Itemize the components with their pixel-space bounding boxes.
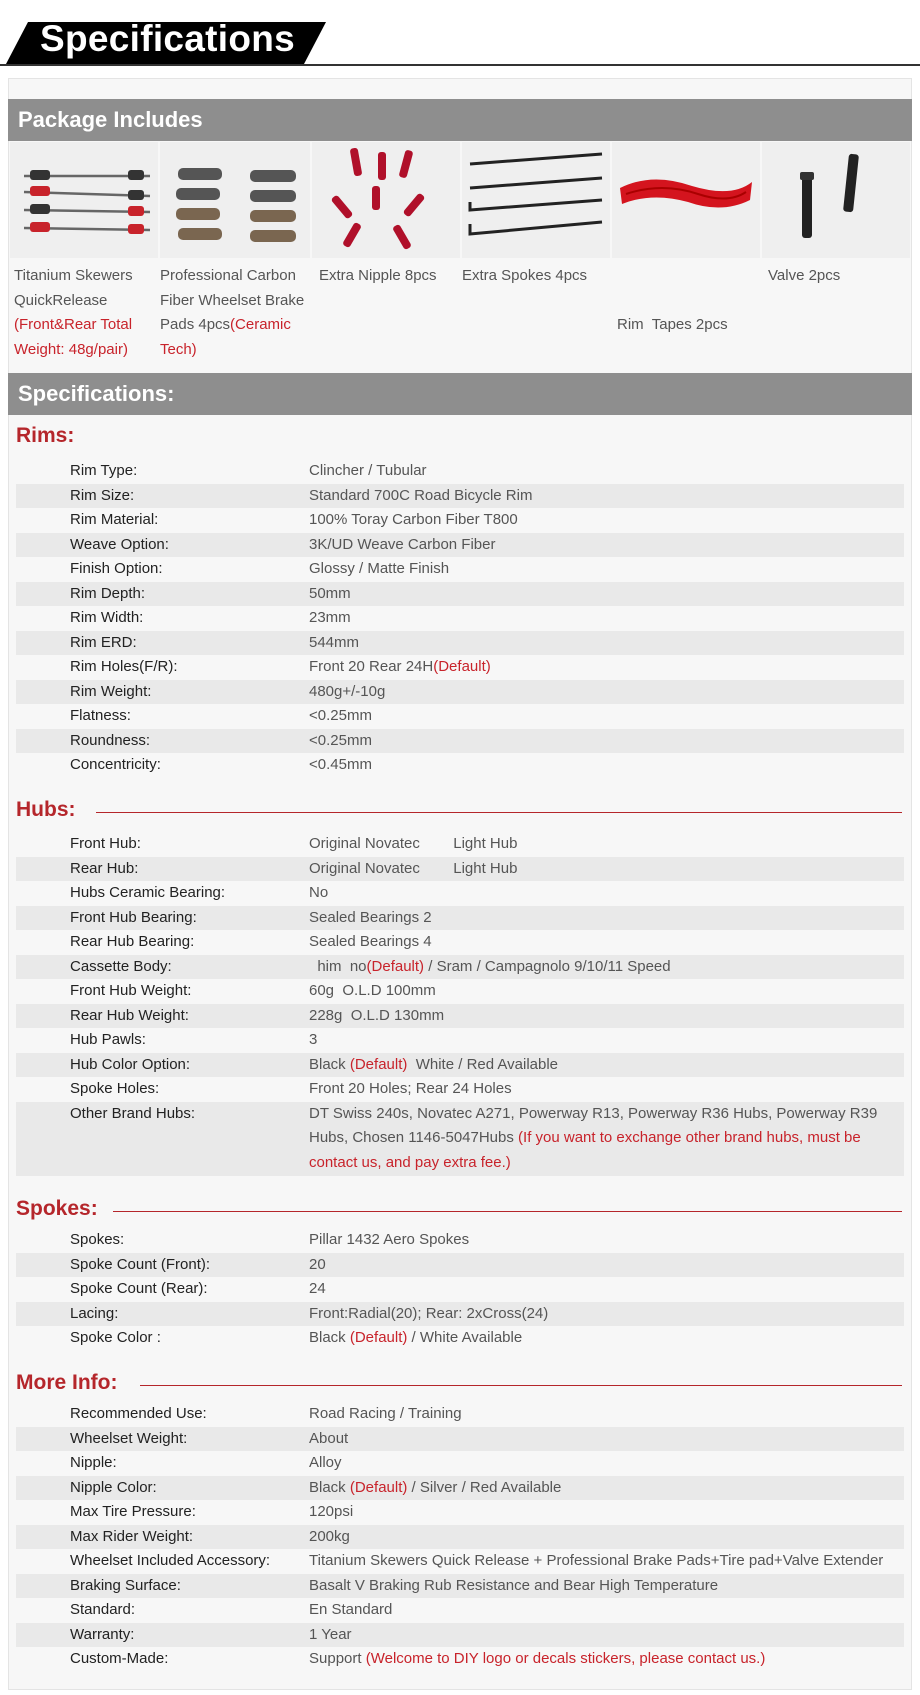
brake-pads-icon [160, 142, 310, 258]
spec-row [16, 533, 904, 558]
spec-value-text: Front:Radial(20); Rear: 2xCross(24) [309, 1304, 549, 1322]
spec-value-note: (Default) [433, 658, 491, 675]
spec-value [309, 1549, 883, 1574]
spec-value-text: Black [309, 1329, 350, 1346]
spec-label: Cassette Body: [70, 957, 172, 975]
spec-value-text: 100% Toray Carbon Fiber T800 [309, 511, 518, 528]
spec-row [16, 484, 904, 509]
spec-value-note: (If you want to exchange other brand hubs, must be contact us, and pay extra fee.) [309, 1129, 861, 1171]
spec-value-text: / Sram / Campagnolo 9/10/11 Speed [424, 957, 671, 975]
spec-value-text: Road Racing / Training [309, 1405, 462, 1422]
spec-value [309, 979, 436, 1004]
spec-row [16, 655, 904, 680]
spec-value-text: 544mm [309, 633, 360, 651]
spec-value-text: Pillar 1432 Aero Spokes [309, 1231, 470, 1248]
spec-label: Front Hub Bearing: [70, 908, 197, 926]
spec-label: Rim Material: [70, 511, 159, 528]
spec-value-text: / White Available [407, 1329, 523, 1346]
package-includes-bar: Package Includes [8, 99, 912, 141]
spec-value-text: 50mm [309, 584, 351, 602]
section-title-more: More Info: [16, 1371, 118, 1394]
rim-tape-icon [612, 142, 760, 258]
spec-value-text: Basalt V Braking Rub Resistance and Bear High Temperature [309, 1576, 719, 1594]
spec-row [16, 1402, 904, 1427]
spec-value [309, 655, 491, 680]
package-item-label: Titanium Skewers [14, 267, 133, 284]
spec-value [309, 508, 518, 533]
spec-row [16, 1077, 904, 1102]
spec-row [16, 955, 904, 980]
spec-row [16, 459, 904, 484]
package-item-text [462, 264, 602, 289]
spec-value-text: 3 [309, 1031, 318, 1048]
spec-label: Max Rider Weight: [70, 1527, 194, 1545]
package-item-label: Professional Carbon [160, 267, 296, 284]
package-item-text [768, 264, 908, 289]
spec-value [309, 1302, 548, 1327]
spec-row [16, 1302, 904, 1327]
spec-value [309, 1427, 348, 1452]
spec-value-note: (Default) [349, 1478, 408, 1496]
spec-value [309, 930, 432, 955]
section-divider [96, 812, 902, 813]
spec-label: Braking Surface: [70, 1576, 181, 1594]
spec-value [309, 1574, 718, 1599]
spec-row [16, 582, 904, 607]
spec-row [16, 930, 904, 955]
spec-value-text: Original Novatec Light Hub [309, 835, 518, 852]
spec-value-text: 1 Year [309, 1625, 352, 1643]
spec-row [16, 857, 904, 882]
spec-label: Spoke Count (Rear): [70, 1280, 208, 1297]
spec-label: Rim Holes(F/R): [70, 658, 178, 675]
spec-label: Rear Hub: [70, 859, 139, 877]
spec-value [309, 1326, 522, 1351]
spec-label: Hub Color Option: [70, 1055, 191, 1073]
spec-label: Max Tire Pressure: [70, 1503, 196, 1520]
spec-row [16, 729, 904, 754]
spec-row [16, 1253, 904, 1278]
spec-value [309, 857, 517, 882]
spec-row [16, 753, 904, 778]
spec-value [309, 1253, 326, 1278]
spec-value-text: 228g O.L.D 130mm [309, 1006, 445, 1024]
spec-value-text: 120psi [309, 1503, 354, 1520]
spec-value-note: (Welcome to DIY logo or decals stickers, please contact us.) [365, 1650, 766, 1667]
package-item-label: Rim Tapes 2pcs [617, 316, 728, 333]
spec-label: Front Hub Weight: [70, 982, 192, 999]
spec-value-text: 24 [309, 1280, 326, 1297]
spec-value [309, 484, 532, 509]
spec-value-text: 20 [309, 1255, 326, 1273]
spec-value [309, 680, 385, 705]
spec-row [16, 606, 904, 631]
spec-label: Wheelset Included Accessory: [70, 1552, 271, 1569]
spec-value [309, 753, 372, 778]
spec-value-text: Sealed Bearings 4 [309, 933, 432, 950]
spec-value [309, 582, 351, 607]
spec-value [309, 1004, 444, 1029]
spec-value [309, 533, 495, 558]
spec-value-text: 60g O.L.D 100mm [309, 982, 436, 999]
page-title: Specifications [40, 18, 296, 59]
spec-label: Other Brand Hubs: [70, 1104, 196, 1122]
section-title-hubs: Hubs: [16, 798, 76, 821]
spec-row [16, 1623, 904, 1648]
spec-row [16, 906, 904, 931]
spec-label: Roundness: [70, 731, 151, 749]
spec-value-text: White / Red Available [407, 1055, 559, 1073]
package-images [10, 142, 910, 262]
valve-icon [762, 142, 910, 258]
spec-value-text: Standard 700C Road Bicycle Rim [309, 486, 533, 504]
package-item-label: Extra Nipple 8pcs [319, 267, 437, 284]
spec-value [309, 1598, 392, 1623]
spec-value-text: him no [309, 957, 367, 975]
spec-label: Rim Depth: [70, 584, 146, 602]
spec-label: Spoke Color : [70, 1329, 161, 1346]
spec-value-text: Front 20 Rear 24H [309, 658, 434, 675]
package-item-label: Fiber Wheelset Brake [160, 291, 305, 309]
spec-row [16, 557, 904, 582]
header-divider [0, 64, 920, 66]
spec-label: Rim Width: [70, 609, 144, 626]
spec-value [309, 881, 328, 906]
spec-value [309, 557, 449, 582]
spec-value-text: 480g+/-10g [309, 682, 386, 700]
spec-value [309, 704, 372, 729]
spec-value [309, 1500, 353, 1525]
section-title-rims: Rims: [16, 424, 75, 447]
spec-value [309, 1525, 350, 1550]
spec-row [16, 1525, 904, 1550]
spec-value-note: (Default) [349, 1329, 408, 1346]
spec-value [309, 906, 432, 931]
spec-label: Flatness: [70, 707, 131, 724]
spec-value [309, 1077, 512, 1102]
spec-row [16, 1451, 904, 1476]
spec-value-text: Titanium Skewers Quick Release + Professional Brake Pads+Tire pad+Valve Extender [309, 1552, 884, 1569]
spec-row [16, 1102, 904, 1176]
spec-value [309, 1277, 326, 1302]
spec-row [16, 1228, 904, 1253]
spec-label: Warranty: [70, 1625, 135, 1643]
spec-label: Rim Weight: [70, 682, 152, 700]
spec-label: Wheelset Weight: [70, 1429, 188, 1447]
spec-row [16, 1647, 904, 1672]
spec-row [16, 1500, 904, 1525]
spec-value [309, 459, 427, 484]
spec-value-text: Support [309, 1650, 366, 1667]
spec-row [16, 704, 904, 729]
spec-value [309, 1647, 765, 1672]
package-item-text [14, 264, 154, 362]
spokes-icon [462, 142, 610, 258]
spec-value-text: <0.45mm [309, 756, 372, 773]
specifications-bar: Specifications: [8, 373, 912, 415]
skewers-icon [10, 142, 158, 258]
section-divider [140, 1385, 902, 1386]
spec-value [309, 1402, 462, 1427]
spec-row [16, 508, 904, 533]
spec-value-text: No [309, 884, 329, 901]
package-item-text [160, 264, 312, 362]
spec-value-text: Original Novatec Light Hub [309, 859, 518, 877]
spec-value [309, 606, 351, 631]
spec-row [16, 1574, 904, 1599]
spec-value-note: (Default) [349, 1055, 408, 1073]
spec-row [16, 1476, 904, 1501]
section-title-spokes: Spokes: [16, 1197, 98, 1220]
spec-row [16, 680, 904, 705]
spec-label: Hubs Ceramic Bearing: [70, 884, 226, 901]
package-item-label: Valve 2pcs [768, 267, 841, 284]
spec-value-text: Sealed Bearings 2 [309, 908, 432, 926]
spec-value-text: <0.25mm [309, 731, 372, 749]
spec-label: Spoke Holes: [70, 1080, 160, 1097]
spec-row [16, 1326, 904, 1351]
spec-row [16, 1277, 904, 1302]
spec-value-text: Black [309, 1055, 350, 1073]
spec-row [16, 1028, 904, 1053]
spec-value [309, 1028, 317, 1053]
spec-value-text: 3K/UD Weave Carbon Fiber [309, 535, 496, 553]
spec-row [16, 1549, 904, 1574]
spec-value-text: Black [309, 1478, 350, 1496]
spec-value [309, 1228, 469, 1253]
spec-value [309, 1053, 558, 1078]
spec-label: Nipple Color: [70, 1478, 157, 1496]
spec-value [309, 832, 517, 857]
spec-value-text: 200kg [309, 1527, 350, 1545]
spec-row [16, 832, 904, 857]
spec-value-text: 23mm [309, 609, 351, 626]
nipple-icon [312, 142, 460, 258]
spec-value-text: Alloy [309, 1454, 342, 1471]
page-header [0, 0, 920, 68]
package-item-label: Extra Spokes 4pcs [462, 267, 588, 284]
spec-row [16, 1053, 904, 1078]
spec-value-text: DT Swiss 240s, Novatec A271, Powerway R13, Powerway R36 Hubs, Powerway R39 Hubs, Chosen 1146-5047Hubs [309, 1104, 878, 1146]
spec-value [309, 955, 671, 980]
spec-value [309, 1623, 352, 1648]
spec-row [16, 1598, 904, 1623]
spec-value [309, 1451, 342, 1476]
spec-row [16, 1004, 904, 1029]
package-item-label: Pads 4pcs [160, 316, 231, 333]
spec-value-note: (Default) [366, 957, 425, 975]
spec-label: Rear Hub Bearing: [70, 933, 195, 950]
spec-row [16, 979, 904, 1004]
spec-label: Rim Type: [70, 462, 138, 479]
spec-value [309, 631, 359, 656]
spec-value [309, 1476, 561, 1501]
spec-value-text: Glossy / Matte Finish [309, 560, 450, 577]
spec-value-text: <0.25mm [309, 707, 372, 724]
spec-row [16, 631, 904, 656]
spec-label: Front Hub: [70, 835, 141, 852]
spec-label: Standard: [70, 1601, 136, 1618]
spec-label: Lacing: [70, 1304, 119, 1322]
spec-label: Finish Option: [70, 560, 163, 577]
spec-label: Rim Size: [70, 486, 135, 504]
section-divider [113, 1211, 902, 1212]
spec-value-text: Front 20 Holes; Rear 24 Holes [309, 1080, 512, 1097]
spec-row [16, 881, 904, 906]
package-item-label: QuickRelease [14, 291, 108, 309]
spec-value-text: En Standard [309, 1601, 393, 1618]
spec-row [16, 1427, 904, 1452]
spec-value-text: About [309, 1429, 349, 1447]
package-item-text [319, 264, 459, 289]
spec-value [309, 729, 372, 754]
spec-label: Weave Option: [70, 535, 169, 553]
spec-label: Rim ERD: [70, 633, 137, 651]
spec-value-text: Clincher / Tubular [309, 462, 427, 479]
spec-label: Concentricity: [70, 756, 161, 773]
spec-label: Recommended Use: [70, 1405, 207, 1422]
spec-label: Spoke Count (Front): [70, 1255, 211, 1273]
spec-label: Nipple: [70, 1454, 117, 1471]
spec-value-text: / Silver / Red Available [407, 1478, 562, 1496]
spec-value [309, 1102, 899, 1176]
spec-label: Spokes: [70, 1231, 125, 1248]
spec-label: Custom-Made: [70, 1650, 169, 1667]
spec-label: Rear Hub Weight: [70, 1006, 189, 1024]
spec-label: Hub Pawls: [70, 1031, 146, 1048]
package-item-note: (Front&Rear Total Weight: 48g/pair) [14, 316, 133, 358]
package-item-note: (Ceramic Tech) [160, 316, 291, 358]
